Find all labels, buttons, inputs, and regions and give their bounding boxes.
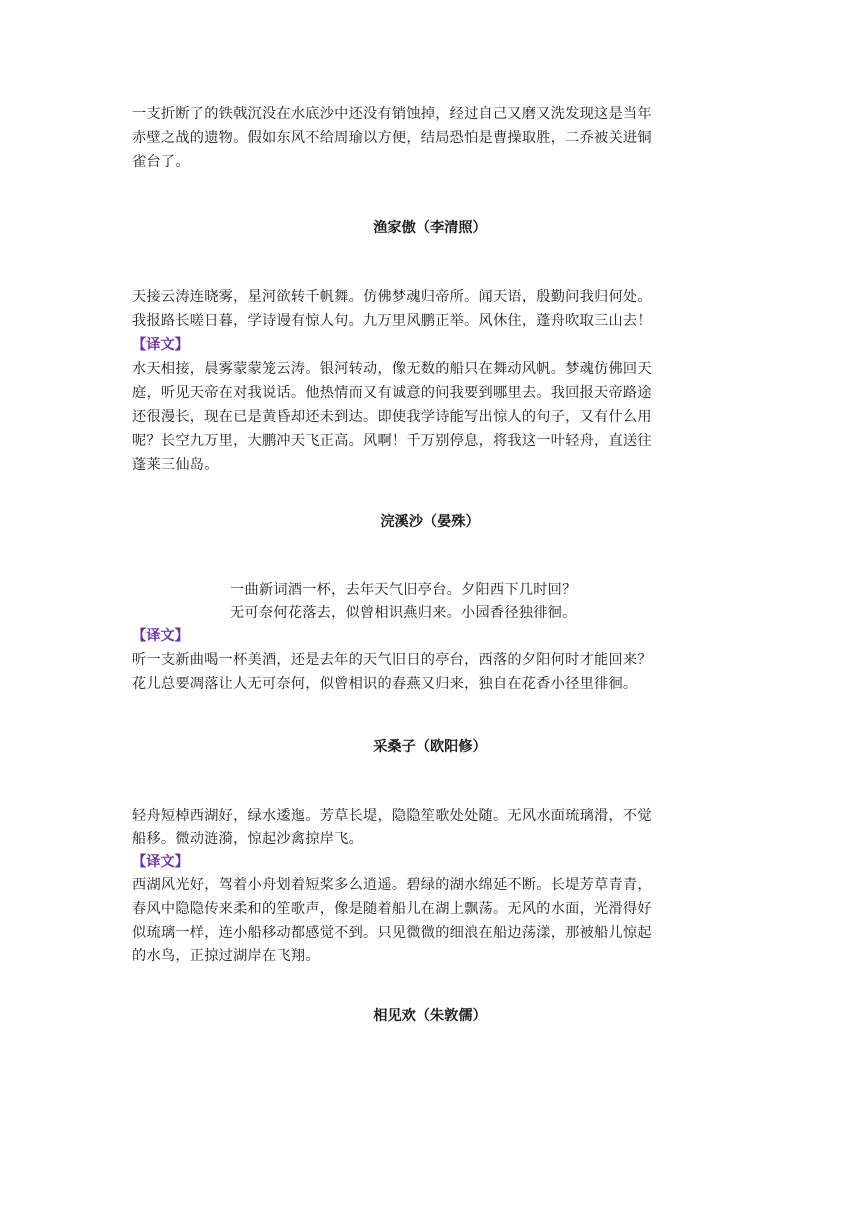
poem-line: 天接云涛连晓雾，星河欲转千帆舞。仿佛梦魂归帝所。闻天语，殷勤问我归何处。 xyxy=(132,289,652,305)
poem-title: 浣溪沙（晏殊） xyxy=(380,514,480,530)
translation-line: 水天相接，晨雾蒙蒙笼云涛。银河转动，像无数的船只在舞动风帆。梦魂仿佛回天 xyxy=(132,361,652,377)
translation-line: 似琉璃一样，连小船移动都感觉不到。只见微微的细浪在船边荡漾，那被船儿惊起 xyxy=(132,925,652,941)
intro-line: 一支折断了的铁戟沉没在水底沙中还没有销蚀掉，经过自己又磨又洗发现这是当年 xyxy=(132,106,652,122)
translation-line: 还很漫长，现在已是黄昏却还未到达。即使我学诗能写出惊人的句子，又有什么用 xyxy=(132,409,652,425)
poem-title: 采桑子（欧阳修） xyxy=(373,739,487,755)
translation-line: 的水鸟，正掠过湖岸在飞翔。 xyxy=(132,948,320,964)
translation-line: 春风中隐隐传来柔和的笙歌声，像是随着船儿在湖上飘荡。无风的水面，光滑得好 xyxy=(132,901,652,917)
intro-line: 雀台了。 xyxy=(132,154,190,170)
translation-tag: 【译文】 xyxy=(132,628,189,644)
translation-tag: 【译文】 xyxy=(132,854,189,870)
poem-line: 船移。微动涟漪，惊起沙禽掠岸飞。 xyxy=(132,831,364,847)
translation-line: 听一支新曲喝一杯美酒，还是去年的天气旧日的亭台，西落的夕阳何时才能回来？ xyxy=(132,652,652,668)
poem-title: 渔家傲（李清照） xyxy=(373,220,487,236)
translation-tag: 【译文】 xyxy=(132,337,189,353)
translation-line: 呢？长空九万里，大鹏冲天飞正高。风啊！千万别停息，将我这一叶轻舟，直送往 xyxy=(132,433,652,449)
poem-line: 轻舟短棹西湖好，绿水逶迤。芳草长堤，隐隐笙歌处处随。无风水面琉璃滑，不觉 xyxy=(132,808,652,824)
poem-line: 一曲新词酒一杯，去年天气旧亭台。夕阳西下几时回？ xyxy=(230,582,577,598)
poem-line: 我报路长嗟日暮，学诗谩有惊人句。九万里风鹏正举。风休住，蓬舟吹取三山去！ xyxy=(132,313,652,329)
intro-line: 赤壁之战的遗物。假如东风不给周瑜以方便，结局恐怕是曹操取胜，二乔被关进铜 xyxy=(132,130,652,146)
translation-line: 花儿总要凋落让人无可奈何，似曾相识的春燕又归来，独自在花香小径里徘徊。 xyxy=(132,676,638,692)
poem-line: 无可奈何花落去，似曾相识燕归来。小园香径独徘徊。 xyxy=(230,605,577,621)
translation-line: 庭，听见天帝在对我说话。他热情而又有诚意的问我要到哪里去。我回报天帝路途 xyxy=(132,385,652,401)
translation-line: 西湖风光好，驾着小舟划着短桨多么逍遥。碧绿的湖水绵延不断。长堤芳草青青， xyxy=(132,877,652,893)
poem-title: 相见欢（朱敦儒） xyxy=(373,1008,487,1024)
translation-line: 蓬莱三仙岛。 xyxy=(132,457,219,473)
